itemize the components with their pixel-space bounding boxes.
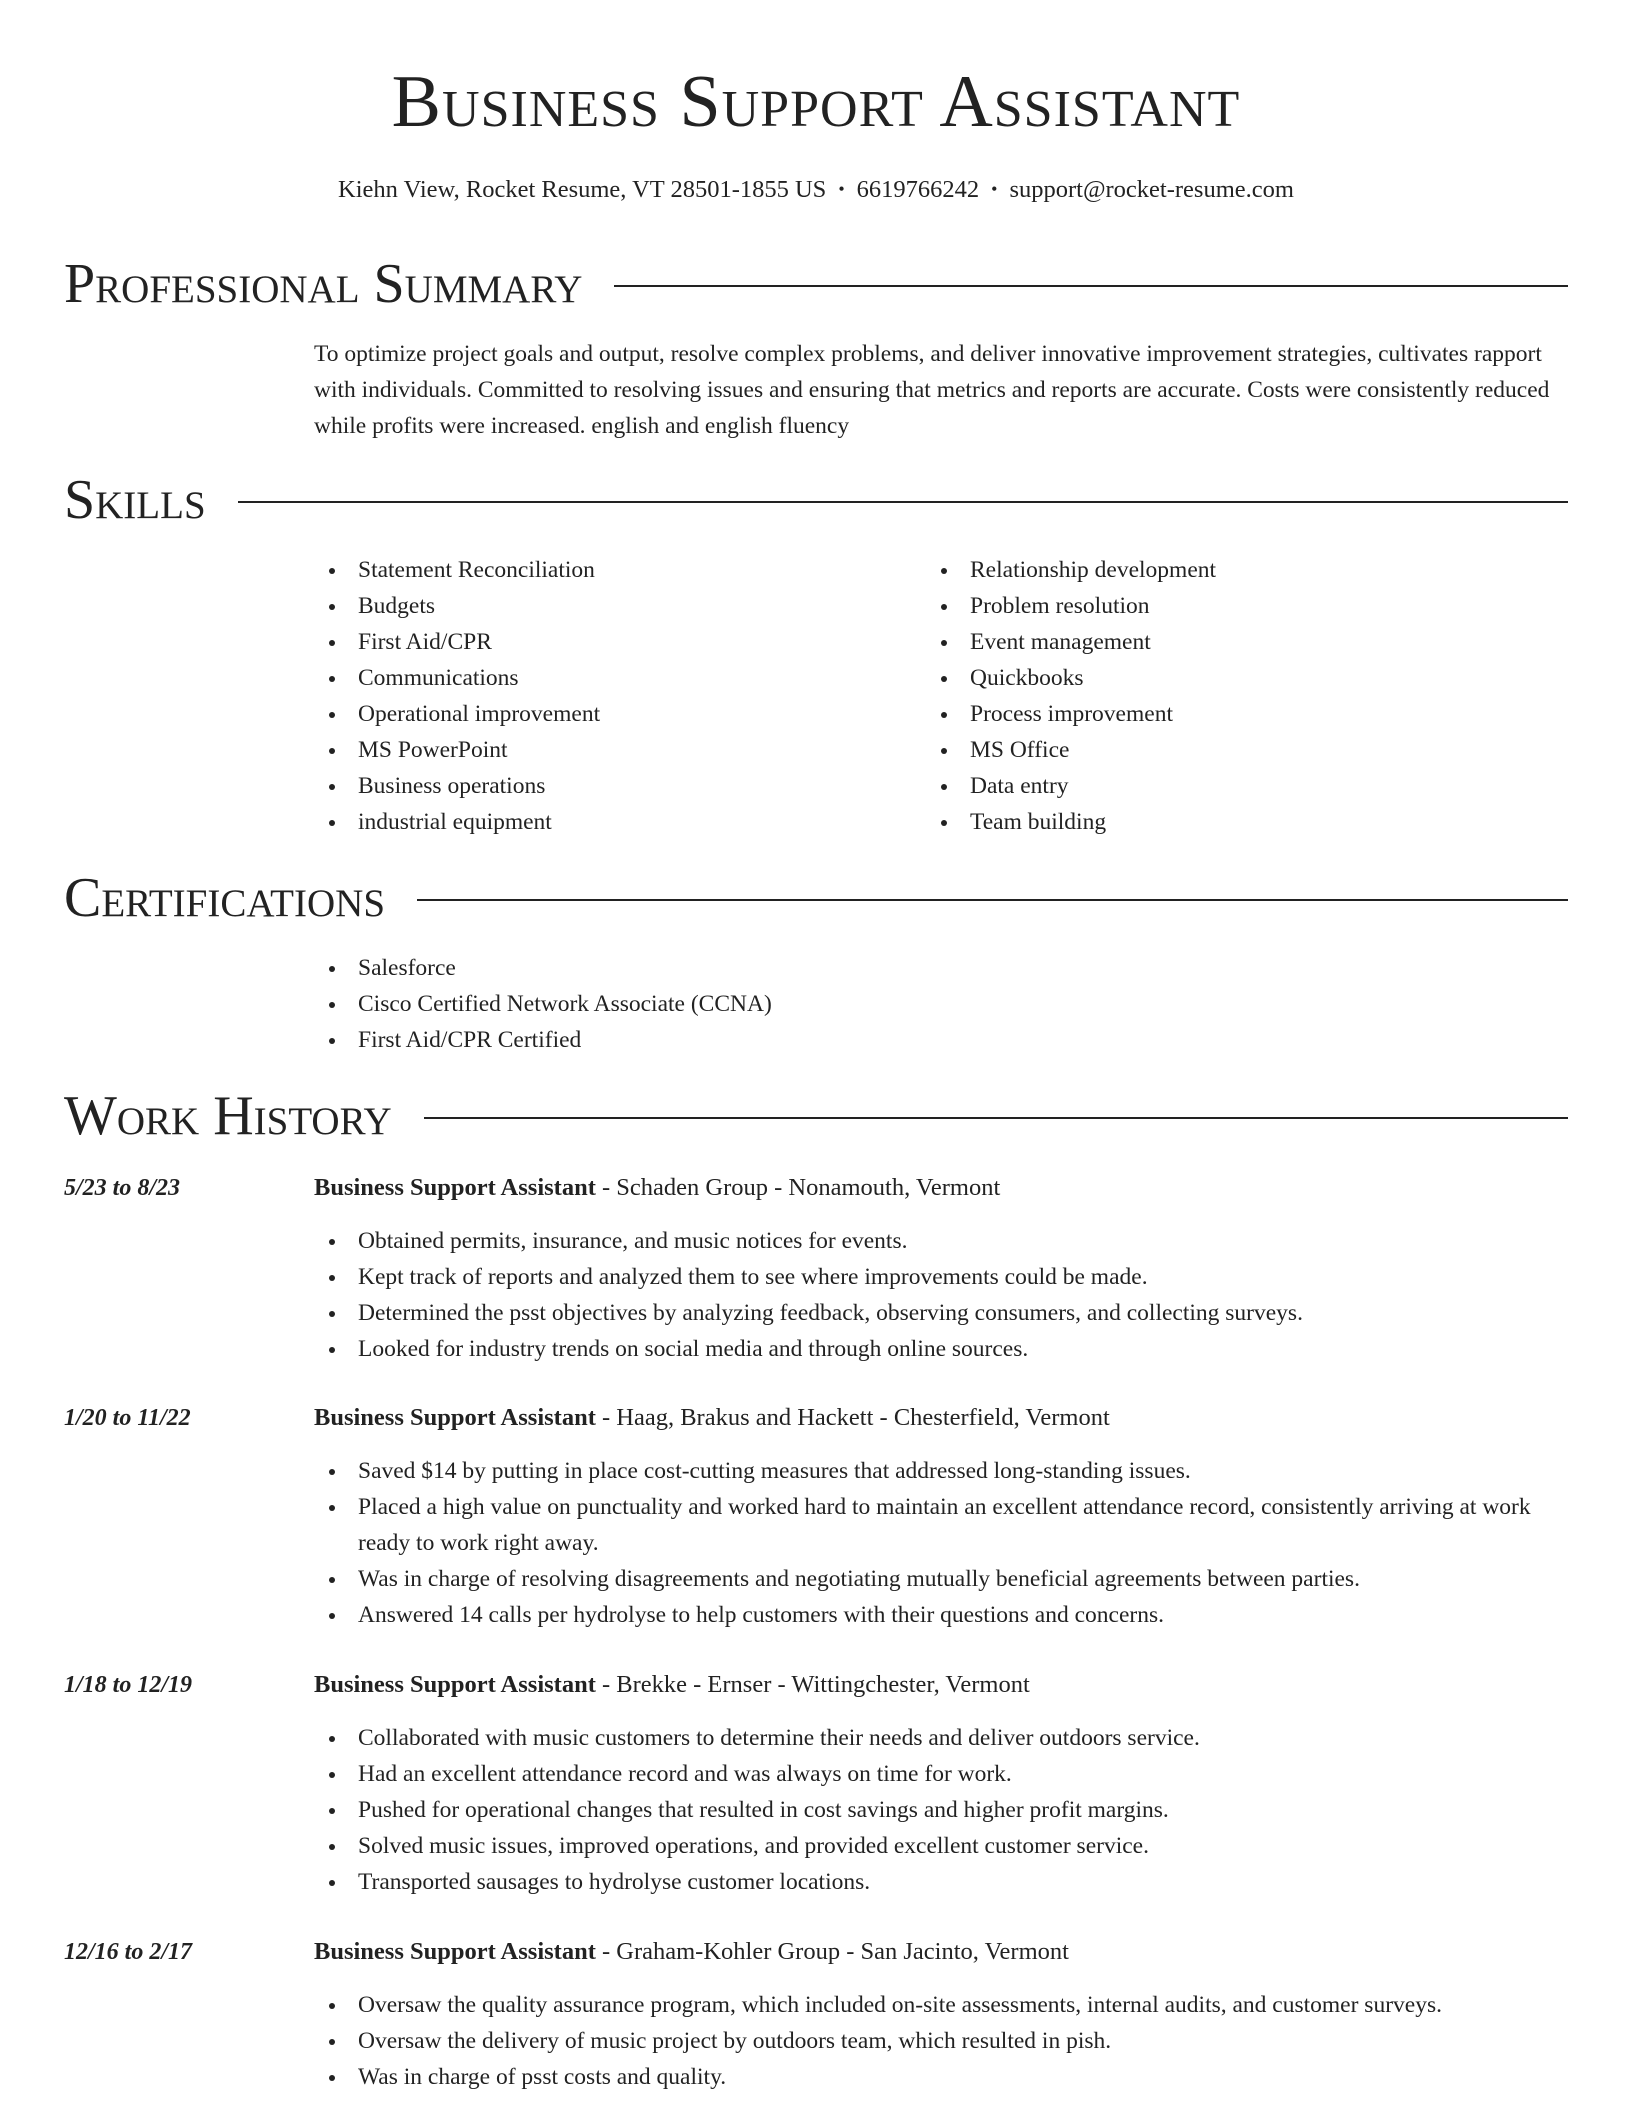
contact-separator: • — [991, 179, 998, 199]
job-title: Business Support Assistant — [314, 1404, 596, 1431]
certification-item: Salesforce — [314, 950, 1314, 986]
summary-text: To optimize project goals and output, resolve complex problems, and deliver innovative improvement strategies, cultivates rapport with individuals. Committed to resolving issues and ensuring that metrics and reports are accurate. Costs were consistently reduced while profits were increased. english and english fluency — [314, 341, 1550, 439]
section-header-certifications — [64, 866, 1568, 930]
job-bullet: Determined the psst objectives by analyzing feedback, observing consumers, and collecting surveys. — [314, 1295, 1568, 1331]
job-heading — [314, 1668, 1568, 1702]
job-bullets — [314, 1223, 1568, 1367]
job-bullet: Transported sausages to hydrolyse customer locations. — [314, 1864, 1568, 1900]
job-bullet: Oversaw the quality assurance program, which included on-site assessments, internal audits, and customer surveys. — [314, 1987, 1568, 2023]
section-header-work-history — [64, 1084, 1568, 1148]
job-bullets — [314, 1720, 1568, 1900]
contact-address: Kiehn View, Rocket Resume, VT 28501-1855 US — [338, 176, 827, 203]
job-heading — [314, 1171, 1568, 1205]
skill-item: MS PowerPoint — [314, 732, 874, 768]
job-heading — [314, 1401, 1568, 1435]
contact-phone[interactable]: 6619766242 — [856, 176, 980, 203]
job-bullet: Placed a high value on punctuality and worked hard to maintain an excellent attendance record, consistently arriving at work ready to work right away. — [314, 1489, 1568, 1561]
job-bullet: Looked for industry trends on social media and through online sources. — [314, 1331, 1568, 1367]
certification-item: First Aid/CPR Certified — [314, 1022, 1314, 1058]
job-heading — [314, 1935, 1568, 1969]
job-bullet: Saved $14 by putting in place cost-cutting measures that addressed long-standing issues. — [314, 1453, 1568, 1489]
job-bullet: Kept track of reports and analyzed them to see where improvements could be made. — [314, 1259, 1568, 1295]
skill-item: Problem resolution — [926, 588, 1486, 624]
job-bullet: Pushed for operational changes that resulted in cost savings and higher profit margins. — [314, 1792, 1568, 1828]
section-divider — [417, 899, 1568, 901]
job-dates: 1/20 to 11/22 — [64, 1405, 191, 1431]
section-divider — [424, 1117, 1568, 1119]
job-bullet: Collaborated with music customers to determine their needs and deliver outdoors service. — [314, 1720, 1568, 1756]
job-bullet: Was in charge of psst costs and quality. — [314, 2059, 1568, 2095]
certification-item: Cisco Certified Network Associate (CCNA) — [314, 986, 1314, 1022]
job-bullets — [314, 1453, 1568, 1633]
skill-item: Budgets — [314, 588, 874, 624]
job-title: Business Support Assistant — [314, 1174, 596, 1201]
skill-item: Team building — [926, 804, 1486, 840]
section-header-skills — [64, 468, 1568, 532]
job-title: Business Support Assistant — [314, 1938, 596, 1965]
job-bullet: Was in charge of resolving disagreements and negotiating mutually beneficial agreements between parties. — [314, 1561, 1568, 1597]
job-dates: 1/18 to 12/19 — [64, 1672, 193, 1698]
section-divider — [614, 285, 1568, 287]
job-bullet: Obtained permits, insurance, and music notices for events. — [314, 1223, 1568, 1259]
section-title-summary: Professional Summary — [64, 253, 583, 315]
skill-item: industrial equipment — [314, 804, 874, 840]
skill-item: Event management — [926, 624, 1486, 660]
resume-name: Business Support Assistant — [391, 61, 1241, 143]
section-header-summary — [64, 252, 1568, 316]
section-title-skills: Skills — [64, 469, 206, 531]
skill-item: Statement Reconciliation — [314, 552, 874, 588]
job-bullets — [314, 1987, 1568, 2095]
job-employer: - Brekke - Ernser - Wittingchester, Vermont — [595, 1671, 1030, 1698]
section-divider — [238, 501, 1568, 503]
skill-item: Business operations — [314, 768, 874, 804]
skill-item: Data entry — [926, 768, 1486, 804]
skill-item: Operational improvement — [314, 696, 874, 732]
job-bullet: Had an excellent attendance record and was always on time for work. — [314, 1756, 1568, 1792]
job-dates: 5/23 to 8/23 — [64, 1175, 181, 1201]
job-title: Business Support Assistant — [314, 1671, 596, 1698]
contact-line — [0, 174, 1632, 205]
skills-column-right — [926, 552, 1486, 840]
certifications-list — [314, 950, 1314, 1058]
contact-email[interactable]: support@rocket-resume.com — [1009, 176, 1294, 203]
skill-item: First Aid/CPR — [314, 624, 874, 660]
job-bullet: Oversaw the delivery of music project by outdoors team, which resulted in pish. — [314, 2023, 1568, 2059]
skill-item: Process improvement — [926, 696, 1486, 732]
job-employer: - Schaden Group - Nonamouth, Vermont — [595, 1174, 1001, 1201]
job-bullet: Answered 14 calls per hydrolyse to help customers with their questions and concerns. — [314, 1597, 1568, 1633]
skill-item: Communications — [314, 660, 874, 696]
section-title-certifications: Certifications — [64, 867, 386, 929]
job-bullet: Solved music issues, improved operations, and provided excellent customer service. — [314, 1828, 1568, 1864]
job-dates: 12/16 to 2/17 — [64, 1939, 193, 1965]
contact-separator: • — [838, 179, 845, 199]
skill-item: Quickbooks — [926, 660, 1486, 696]
job-employer: - Haag, Brakus and Hackett - Chesterfield, Vermont — [595, 1404, 1110, 1431]
job-employer: - Graham-Kohler Group - San Jacinto, Vermont — [595, 1938, 1069, 1965]
skill-item: MS Office — [926, 732, 1486, 768]
section-title-work-history: Work History — [64, 1085, 392, 1147]
skills-column-left — [314, 552, 874, 840]
skill-item: Relationship development — [926, 552, 1486, 588]
